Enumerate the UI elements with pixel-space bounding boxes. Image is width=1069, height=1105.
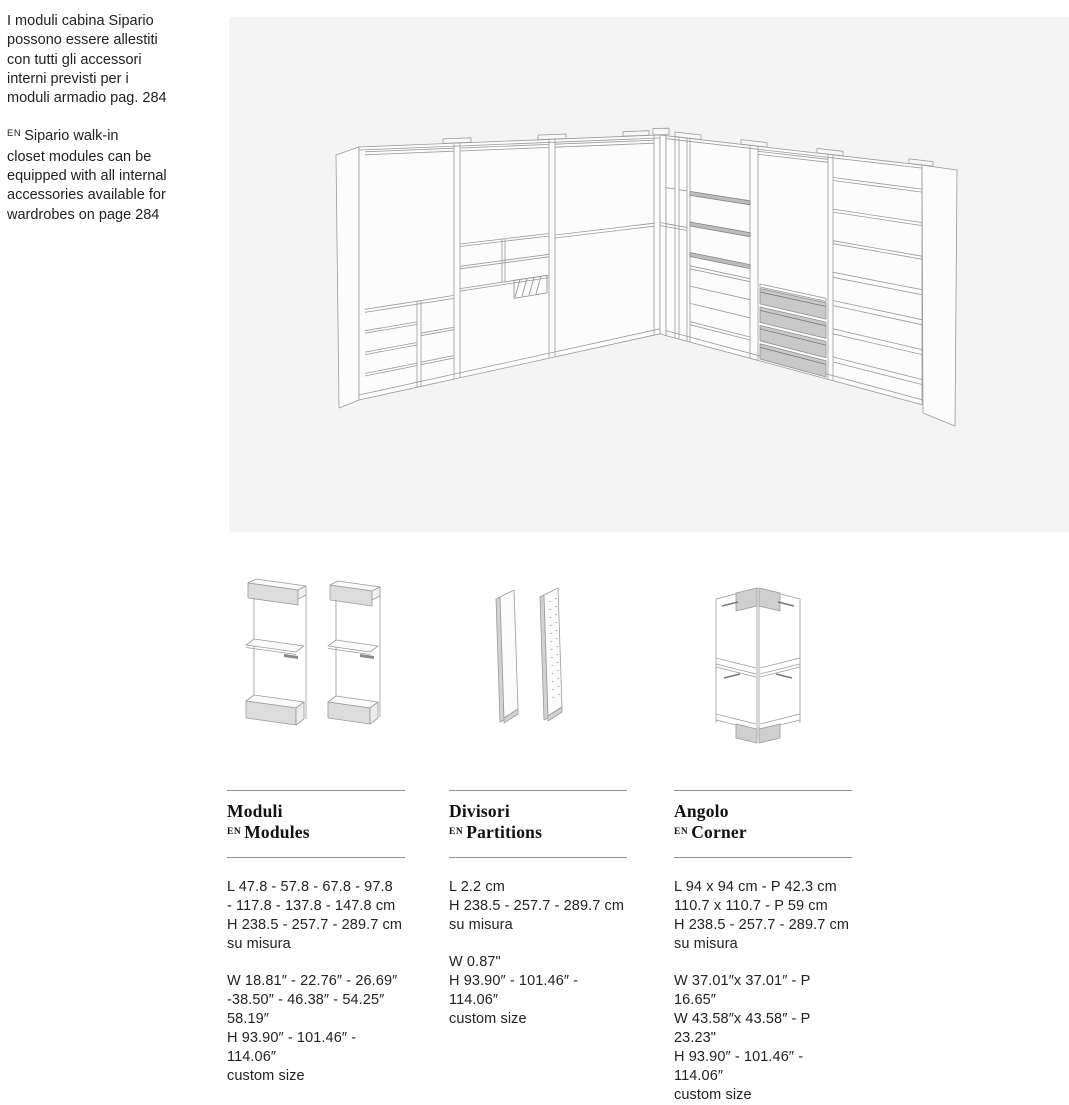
divider-line — [449, 857, 627, 858]
divisori-thumbnail — [488, 583, 578, 733]
section-title-en-text: Modules — [244, 822, 310, 842]
divider-line — [227, 857, 405, 858]
hero-panel — [229, 17, 1069, 532]
divider-line — [674, 857, 852, 858]
intro-it-line: con tutti gli accessori — [7, 51, 142, 68]
intro-it-line: interni previsti per i — [7, 70, 129, 87]
spec-line: L 94 x 94 cm - P 42.3 cm — [674, 879, 837, 895]
intro-en-line — [7, 127, 225, 147]
spec-line: W 0.87" — [449, 954, 501, 970]
spec-line: su misura — [227, 936, 291, 952]
spec-line: -38.50″ - 46.38″ - 54.25″ — [227, 992, 385, 1008]
spec-line: W 37.01″x 37.01″ - P 16.65″ — [674, 973, 811, 1008]
spec-line: L 47.8 - 57.8 - 67.8 - 97.8 — [227, 879, 393, 895]
section-title-it: Moduli — [227, 801, 283, 821]
intro-english — [7, 127, 225, 224]
spec-text — [227, 878, 405, 1086]
spec-line: W 18.81″ - 22.76″ - 26.69″ — [227, 973, 398, 989]
metric-specs — [227, 878, 405, 954]
en-language-label: EN — [227, 827, 242, 837]
metric-specs — [449, 878, 627, 935]
intro-text — [7, 12, 225, 244]
en-language-label: EN — [449, 827, 464, 837]
spec-line: custom size — [674, 1087, 752, 1103]
spec-line: H 238.5 - 257.7 - 289.7 cm — [449, 898, 625, 914]
intro-it-line: possono essere allestiti — [7, 32, 158, 49]
en-language-label: EN — [674, 827, 689, 837]
section-title-en — [449, 822, 627, 846]
intro-it-line: moduli armadio pag. 284 — [7, 90, 167, 107]
imperial-specs — [674, 972, 852, 1105]
spec-line: W 43.58″x 43.58″ - P 23.23" — [674, 1011, 811, 1046]
divider-line — [674, 790, 852, 791]
spec-line: su misura — [674, 936, 738, 952]
spec-line: L 2.2 cm — [449, 879, 505, 895]
spec-line: custom size — [449, 1011, 527, 1027]
moduli-thumbnail — [240, 573, 390, 738]
spec-text — [449, 878, 627, 1029]
intro-en-line: wardrobes on page 284 — [7, 206, 160, 223]
section-title-it: Divisori — [449, 801, 510, 821]
divider-line — [449, 790, 627, 791]
angolo-thumbnail — [710, 580, 820, 745]
intro-en-line: closet modules can be — [7, 148, 152, 165]
spec-line: H 93.90″ - 101.46″ - 114.06″ — [674, 1049, 804, 1084]
section-title-en-text: Corner — [691, 822, 747, 842]
section-title-en — [227, 822, 405, 846]
walk-in-closet-isometric-drawing — [229, 17, 1069, 532]
spec-line: custom size — [227, 1068, 305, 1084]
spec-line: - 117.8 - 137.8 - 147.8 cm — [227, 898, 396, 914]
corner-icon — [710, 580, 820, 745]
spec-line: 110.7 x 110.7 - P 59 cm — [674, 898, 828, 914]
spec-line: H 93.90″ - 101.46″ - 114.06″ — [449, 973, 579, 1008]
spec-column-moduli — [227, 790, 405, 1086]
intro-it-line: I moduli cabina Sipario — [7, 13, 154, 29]
spec-line: su misura — [449, 917, 513, 933]
spec-line: 58.19″ — [227, 1011, 270, 1027]
modules-icon — [240, 573, 390, 738]
imperial-specs — [227, 972, 405, 1086]
section-title-it: Angolo — [674, 801, 729, 821]
spec-column-divisori — [449, 790, 627, 1029]
spec-line: H 238.5 - 257.7 - 289.7 cm — [674, 917, 850, 933]
en-language-label: EN — [7, 128, 22, 140]
metric-specs — [674, 878, 852, 954]
intro-en-line: equipped with all internal — [7, 168, 167, 185]
section-title-en-text: Partitions — [466, 822, 543, 842]
intro-italian — [7, 12, 225, 108]
spec-column-angolo — [674, 790, 852, 1105]
partitions-icon — [488, 583, 578, 733]
spec-line: H 238.5 - 257.7 - 289.7 cm — [227, 917, 403, 933]
imperial-specs — [449, 953, 627, 1029]
section-title-en — [674, 822, 852, 846]
intro-en-text: Sipario walk-in — [24, 128, 119, 145]
intro-en-line: accessories available for — [7, 187, 166, 204]
spec-text — [674, 878, 852, 1105]
spec-line: H 93.90″ - 101.46″ - 114.06″ — [227, 1030, 357, 1065]
divider-line — [227, 790, 405, 791]
